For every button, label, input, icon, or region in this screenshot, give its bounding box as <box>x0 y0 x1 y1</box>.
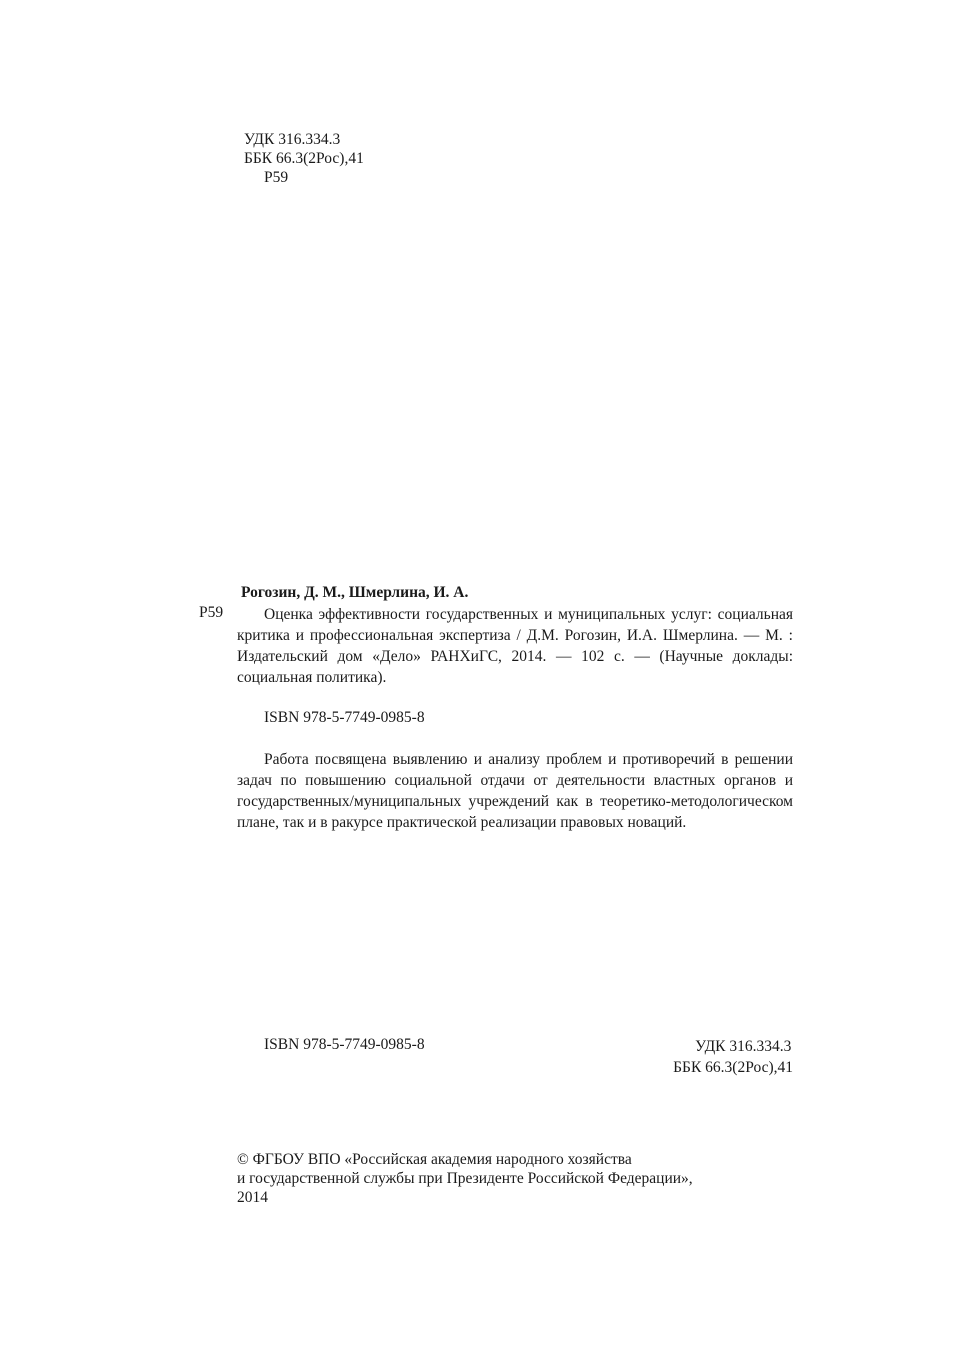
record-author-sign: Р59 <box>199 604 224 621</box>
top-classification-codes <box>244 130 364 187</box>
bottom-classification-codes <box>673 1036 793 1078</box>
author-sign: Р59 <box>264 169 289 186</box>
udk-code: УДК 316.334.3 <box>244 131 341 148</box>
copyright-year: 2014 <box>237 1189 268 1206</box>
abstract <box>237 749 793 833</box>
abstract-text: Работа посвящена выявлению и анализу проблем и противоречий в решении задач по повышению социальной отдачи от деятельности властных органов и государственных/муниципальных учреждений как в теоретико-методологическом плане, так и в ракурсе практической реализации правовых новаций. <box>237 751 793 831</box>
copyright-line: © ФГБОУ ВПО «Российская академия народного хозяйства <box>237 1151 632 1168</box>
bottom-isbn: ISBN 978-5-7749-0985-8 <box>264 1036 425 1053</box>
bbk-code: ББК 66.3(2Рос),41 <box>244 150 364 167</box>
record-isbn: ISBN 978-5-7749-0985-8 <box>264 709 425 726</box>
bibliographic-description <box>237 604 793 688</box>
copyright-line: и государственной службы при Президенте Российской Федерации», <box>237 1170 693 1187</box>
bottom-bbk-code: ББК 66.3(2Рос),41 <box>673 1059 793 1076</box>
description-text: Оценка эффективности государственных и муниципальных услуг: социальная критика и профессиональная экспертиза / Д.М. Рогозин, И.А. Шмерлина. — М. : Издательский дом «Дело» РАНХиГС, 2014. — 102 с. — (Научные доклады: социальная политика). <box>237 606 793 686</box>
bottom-udk-code: УДК 316.334.3 <box>695 1038 792 1055</box>
record-heading: Рогозин, Д. М., Шмерлина, И. А. <box>241 584 469 601</box>
copyright-notice <box>237 1150 797 1207</box>
